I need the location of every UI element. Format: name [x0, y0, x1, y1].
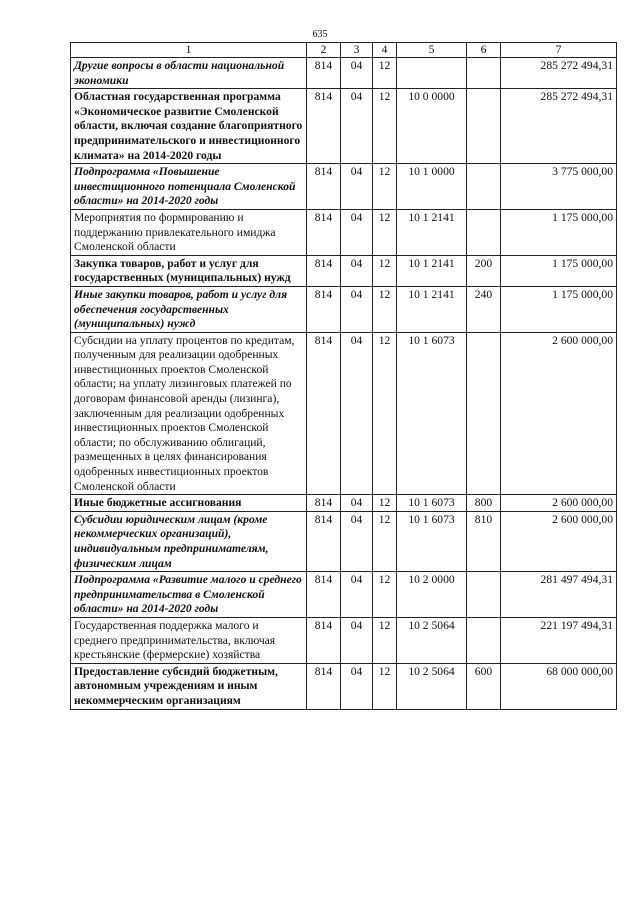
cell-section: 04	[341, 511, 373, 571]
cell-name: Субсидии юридическим лицам (кроме некоммерческих организаций), индивидуальным предпринимателям, физическим лицам	[71, 511, 307, 571]
cell-amount: 285 272 494,31	[501, 89, 617, 164]
cell-expense-type	[467, 209, 501, 255]
cell-expense-type: 800	[467, 495, 501, 512]
cell-section: 04	[341, 209, 373, 255]
cell-expense-type	[467, 89, 501, 164]
cell-section: 04	[341, 164, 373, 210]
cell-department: 814	[307, 495, 341, 512]
cell-section: 04	[341, 572, 373, 618]
cell-target-article: 10 2 5064	[397, 617, 467, 663]
cell-name: Подпрограмма «Повышение инвестиционного потенциала Смоленской области» на 2014-2020 годы	[71, 164, 307, 210]
cell-name: Мероприятия по формированию и поддержанию привлекательного имиджа Смоленской области	[71, 209, 307, 255]
cell-target-article: 10 2 5064	[397, 663, 467, 709]
table-row	[71, 164, 617, 210]
cell-subsection: 12	[373, 332, 397, 495]
table-row	[71, 495, 617, 512]
table-row	[71, 58, 617, 89]
table-row	[71, 89, 617, 164]
cell-subsection: 12	[373, 663, 397, 709]
cell-expense-type	[467, 58, 501, 89]
table-row	[71, 617, 617, 663]
cell-amount: 2 600 000,00	[501, 332, 617, 495]
cell-target-article: 10 2 0000	[397, 572, 467, 618]
cell-name: Закупка товаров, работ и услуг для государственных (муниципальных) нужд	[71, 255, 307, 286]
header-col-1: 1	[71, 43, 307, 58]
budget-table	[70, 42, 617, 710]
cell-section: 04	[341, 255, 373, 286]
cell-amount: 3 775 000,00	[501, 164, 617, 210]
cell-section: 04	[341, 495, 373, 512]
cell-expense-type	[467, 332, 501, 495]
cell-section: 04	[341, 332, 373, 495]
cell-department: 814	[307, 255, 341, 286]
cell-amount: 1 175 000,00	[501, 286, 617, 332]
cell-section: 04	[341, 663, 373, 709]
cell-subsection: 12	[373, 209, 397, 255]
cell-expense-type	[467, 572, 501, 618]
header-col-4: 4	[373, 43, 397, 58]
cell-section: 04	[341, 58, 373, 89]
cell-department: 814	[307, 511, 341, 571]
cell-target-article: 10 1 2141	[397, 255, 467, 286]
cell-expense-type: 600	[467, 663, 501, 709]
cell-department: 814	[307, 89, 341, 164]
cell-name: Субсидии на уплату процентов по кредитам, полученным для реализации одобренных инвестиционных проектов Смоленской области; на уплату лизинговых платежей по договорам финансовой аренды (лизинга), заключенным для реализации одобренных инвестиционных проектов Смоленской области; по обслуживанию облигаций, размещенных в целях финансирования одобренных инвестиционных проектов Смоленской области	[71, 332, 307, 495]
cell-expense-type	[467, 164, 501, 210]
cell-target-article: 10 1 2141	[397, 209, 467, 255]
cell-section: 04	[341, 286, 373, 332]
cell-amount: 281 497 494,31	[501, 572, 617, 618]
cell-department: 814	[307, 332, 341, 495]
cell-subsection: 12	[373, 58, 397, 89]
cell-name: Другие вопросы в области национальной экономики	[71, 58, 307, 89]
cell-subsection: 12	[373, 617, 397, 663]
cell-name: Иные закупки товаров, работ и услуг для обеспечения государственных (муниципальных) нужд	[71, 286, 307, 332]
cell-department: 814	[307, 663, 341, 709]
cell-amount: 1 175 000,00	[501, 255, 617, 286]
cell-expense-type: 240	[467, 286, 501, 332]
table-row	[71, 209, 617, 255]
cell-name: Иные бюджетные ассигнования	[71, 495, 307, 512]
cell-amount: 68 000 000,00	[501, 663, 617, 709]
cell-section: 04	[341, 89, 373, 164]
cell-name: Подпрограмма «Развитие малого и среднего предпринимательства в Смоленской области» на 2014-2020 годы	[71, 572, 307, 618]
table-row	[71, 286, 617, 332]
header-col-2: 2	[307, 43, 341, 58]
cell-department: 814	[307, 58, 341, 89]
cell-department: 814	[307, 286, 341, 332]
cell-target-article: 10 1 2141	[397, 286, 467, 332]
cell-department: 814	[307, 572, 341, 618]
cell-amount: 221 197 494,31	[501, 617, 617, 663]
cell-target-article	[397, 58, 467, 89]
cell-amount: 285 272 494,31	[501, 58, 617, 89]
cell-department: 814	[307, 164, 341, 210]
header-row	[71, 43, 617, 58]
cell-subsection: 12	[373, 495, 397, 512]
cell-expense-type	[467, 617, 501, 663]
table-row	[71, 332, 617, 495]
cell-name: Областная государственная программа «Экономическое развитие Смоленской области, включая создание благоприятного предпринимательского и инвестиционного климата» на 2014-2020 годы	[71, 89, 307, 164]
header-col-5: 5	[397, 43, 467, 58]
cell-name: Государственная поддержка малого и среднего предпринимательства, включая крестьянские (фермерские) хозяйства	[71, 617, 307, 663]
cell-department: 814	[307, 209, 341, 255]
header-col-7: 7	[501, 43, 617, 58]
table-row	[71, 511, 617, 571]
page-number: 635	[312, 29, 328, 40]
cell-target-article: 10 0 0000	[397, 89, 467, 164]
cell-target-article: 10 1 6073	[397, 511, 467, 571]
table-row	[71, 663, 617, 709]
cell-name: Предоставление субсидий бюджетным, автономным учреждениям и иным некоммерческим организациям	[71, 663, 307, 709]
cell-section: 04	[341, 617, 373, 663]
cell-amount: 2 600 000,00	[501, 511, 617, 571]
cell-amount: 2 600 000,00	[501, 495, 617, 512]
cell-department: 814	[307, 617, 341, 663]
cell-target-article: 10 1 6073	[397, 495, 467, 512]
cell-target-article: 10 1 0000	[397, 164, 467, 210]
cell-expense-type: 200	[467, 255, 501, 286]
cell-subsection: 12	[373, 164, 397, 210]
cell-amount: 1 175 000,00	[501, 209, 617, 255]
cell-subsection: 12	[373, 89, 397, 164]
cell-subsection: 12	[373, 286, 397, 332]
cell-subsection: 12	[373, 255, 397, 286]
cell-target-article: 10 1 6073	[397, 332, 467, 495]
table-row	[71, 255, 617, 286]
cell-expense-type: 810	[467, 511, 501, 571]
cell-subsection: 12	[373, 511, 397, 571]
header-col-6: 6	[467, 43, 501, 58]
header-col-3: 3	[341, 43, 373, 58]
table-row	[71, 572, 617, 618]
cell-subsection: 12	[373, 572, 397, 618]
